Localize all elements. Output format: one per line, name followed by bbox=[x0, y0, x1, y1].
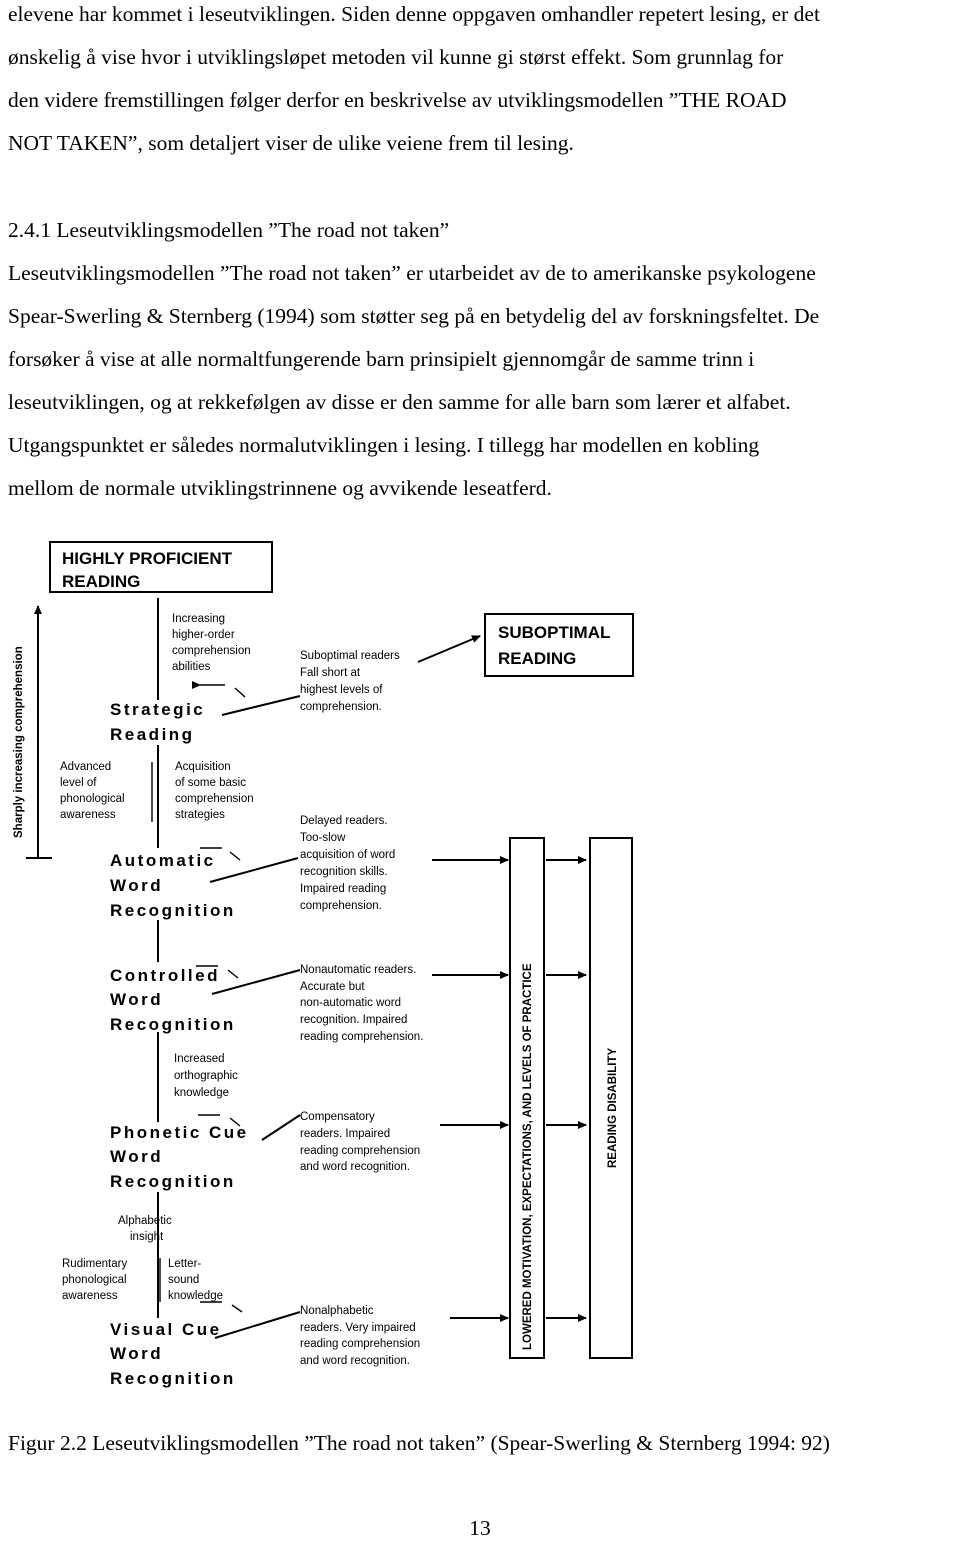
suboptimal-readers-note bbox=[300, 650, 400, 713]
svg-text:level of: level of bbox=[60, 777, 97, 789]
stage-automatic: Recognition bbox=[110, 901, 236, 920]
small-arrow-icon bbox=[200, 1302, 242, 1312]
stage-strategic: Strategic bbox=[110, 700, 206, 719]
svg-text:Delayed readers.: Delayed readers. bbox=[300, 815, 388, 827]
svg-text:knowledge: knowledge bbox=[168, 1290, 223, 1302]
letter-sound-note bbox=[168, 1258, 223, 1302]
text-line: NOT TAKEN”, som detaljert viser de ulike veiene frem til lesing. bbox=[8, 131, 574, 155]
text-line: leseutviklingen, og at rekkefølgen av disse er den samme for alle barn som lærer et alfabet. bbox=[8, 390, 791, 414]
svg-text:Nonautomatic readers.: Nonautomatic readers. bbox=[300, 964, 417, 976]
svg-text:Increased: Increased bbox=[174, 1053, 225, 1065]
box-label: READING bbox=[62, 572, 141, 591]
compensatory-readers-note bbox=[300, 1111, 420, 1173]
delayed-readers-note bbox=[300, 815, 395, 912]
branch-line bbox=[215, 1312, 300, 1338]
text-line: mellom de normale utviklingstrinnene og avvikende leseatferd. bbox=[8, 476, 552, 500]
stage-phonetic: Phonetic Cue bbox=[110, 1123, 249, 1142]
stage-visual: Word bbox=[110, 1344, 164, 1363]
box-label: HIGHLY PROFICIENT bbox=[62, 549, 233, 568]
branch-line bbox=[210, 858, 298, 882]
text-line: ønskelig å vise hvor i utviklingsløpet metoden vil kunne gi størst effekt. Som grunnlag for bbox=[8, 45, 784, 69]
svg-text:orthographic: orthographic bbox=[174, 1070, 238, 1082]
figure-caption: Figur 2.2 Leseutviklingsmodellen ”The road not taken” (Spear-Swerling & Sternberg 1994: 92) bbox=[8, 1431, 830, 1455]
svg-text:readers. Impaired: readers. Impaired bbox=[300, 1128, 391, 1140]
branch-line bbox=[262, 1115, 300, 1140]
svg-text:Nonalphabetic: Nonalphabetic bbox=[300, 1305, 374, 1317]
axis-label: Sharply increasing comprehension bbox=[13, 646, 25, 838]
svg-text:acquisition of word: acquisition of word bbox=[300, 849, 396, 861]
section-heading: 2.4.1 Leseutviklingsmodellen ”The road not taken” bbox=[8, 218, 450, 242]
svg-text:Advanced: Advanced bbox=[60, 761, 112, 773]
svg-text:Acquisition: Acquisition bbox=[175, 761, 231, 773]
box-label: READING bbox=[498, 649, 577, 668]
svg-text:and word recognition.: and word recognition. bbox=[300, 1161, 410, 1173]
text-line: den videre fremstillingen følger derfor en beskrivelse av utviklingsmodellen ”THE ROAD bbox=[8, 88, 787, 112]
svg-text:highest levels of: highest levels of bbox=[300, 684, 383, 696]
stage-visual: Visual Cue bbox=[110, 1320, 222, 1339]
text-line: Leseutviklingsmodellen ”The road not taken” er utarbeidet av de to amerikanske psykologene bbox=[8, 261, 816, 285]
svg-text:comprehension: comprehension bbox=[175, 793, 254, 805]
svg-text:Too-slow: Too-slow bbox=[300, 832, 346, 844]
svg-text:comprehension: comprehension bbox=[172, 645, 251, 657]
svg-text:awareness: awareness bbox=[62, 1290, 118, 1302]
svg-text:abilities: abilities bbox=[172, 661, 211, 673]
svg-text:reading comprehension: reading comprehension bbox=[300, 1338, 421, 1350]
branch-line bbox=[222, 696, 300, 715]
svg-text:Letter-: Letter- bbox=[168, 1258, 202, 1270]
advanced-phonological-note bbox=[60, 761, 125, 821]
alphabetic-note bbox=[118, 1215, 172, 1243]
stage-controlled: Word bbox=[110, 990, 164, 1009]
reading-disability-label: READING DISABILITY bbox=[607, 1047, 619, 1168]
page-number: 13 bbox=[469, 1516, 491, 1540]
svg-text:recognition skills.: recognition skills. bbox=[300, 866, 388, 878]
svg-text:and word recognition.: and word recognition. bbox=[300, 1355, 410, 1367]
svg-text:non-automatic word: non-automatic word bbox=[300, 997, 401, 1009]
stage-strategic: Reading bbox=[110, 725, 195, 744]
svg-text:Impaired reading: Impaired reading bbox=[300, 883, 387, 895]
svg-text:awareness: awareness bbox=[60, 809, 116, 821]
branch-line bbox=[212, 970, 300, 994]
svg-text:Alphabetic: Alphabetic bbox=[118, 1215, 172, 1227]
svg-text:readers. Very impaired: readers. Very impaired bbox=[300, 1322, 416, 1334]
text-line: forsøker å vise at alle normaltfungerende barn prinsipielt gjennomgår de samme trinn i bbox=[8, 347, 755, 371]
svg-text:insight: insight bbox=[130, 1231, 164, 1243]
body-paragraph bbox=[8, 252, 958, 510]
nonalphabetic-readers-note bbox=[300, 1305, 420, 1367]
intro-paragraph bbox=[8, 0, 958, 165]
stage-visual: Recognition bbox=[110, 1369, 236, 1388]
road-not-taken-diagram bbox=[0, 525, 650, 1405]
svg-text:recognition. Impaired: recognition. Impaired bbox=[300, 1014, 408, 1026]
lowered-motivation-label: LOWERED MOTIVATION, EXPECTATIONS, AND LEVELS OF PRACTICE bbox=[522, 963, 534, 1350]
text-line: elevene har kommet i leseutviklingen. Siden denne oppgaven omhandler repetert lesing, er det bbox=[8, 2, 820, 26]
svg-text:Accurate but: Accurate but bbox=[300, 981, 365, 993]
svg-text:comprehension.: comprehension. bbox=[300, 701, 382, 713]
svg-text:knowledge: knowledge bbox=[174, 1087, 229, 1099]
svg-text:Rudimentary: Rudimentary bbox=[62, 1258, 128, 1270]
svg-text:Fall short at: Fall short at bbox=[300, 667, 361, 679]
stage-automatic: Automatic bbox=[110, 851, 216, 870]
stage-phonetic: Recognition bbox=[110, 1172, 236, 1191]
stage-phonetic: Word bbox=[110, 1147, 164, 1166]
svg-text:Increasing: Increasing bbox=[172, 613, 226, 625]
acquisition-note bbox=[175, 761, 254, 821]
svg-text:of some basic: of some basic bbox=[175, 777, 246, 789]
svg-text:higher-order: higher-order bbox=[172, 629, 235, 641]
stage-automatic: Word bbox=[110, 876, 164, 895]
text-line: Spear-Swerling & Sternberg (1994) som støtter seg på en betydelig del av forskningsfeltet. De bbox=[8, 304, 820, 328]
svg-text:Suboptimal readers: Suboptimal readers bbox=[300, 650, 400, 662]
svg-text:sound: sound bbox=[168, 1274, 200, 1286]
orthographic-note bbox=[174, 1053, 238, 1099]
svg-text:strategies: strategies bbox=[175, 809, 225, 821]
nonautomatic-readers-note bbox=[300, 964, 423, 1043]
rudimentary-note bbox=[62, 1258, 127, 1302]
stage-controlled: Controlled bbox=[110, 966, 220, 985]
svg-text:reading comprehension.: reading comprehension. bbox=[300, 1031, 424, 1043]
stage-controlled: Recognition bbox=[110, 1015, 236, 1034]
box-label: SUBOPTIMAL bbox=[498, 623, 611, 642]
svg-text:Compensatory: Compensatory bbox=[300, 1111, 375, 1123]
small-arrow-icon bbox=[200, 685, 245, 697]
to-suboptimal-arrow bbox=[418, 636, 480, 662]
svg-text:phonological: phonological bbox=[60, 793, 125, 805]
higher-order-note bbox=[172, 613, 251, 673]
text-line: Utgangspunktet er således normalutviklingen i lesing. I tillegg har modellen en kobling bbox=[8, 433, 760, 457]
svg-text:phonological: phonological bbox=[62, 1274, 127, 1286]
svg-text:comprehension.: comprehension. bbox=[300, 900, 382, 912]
svg-text:reading comprehension: reading comprehension bbox=[300, 1145, 421, 1157]
